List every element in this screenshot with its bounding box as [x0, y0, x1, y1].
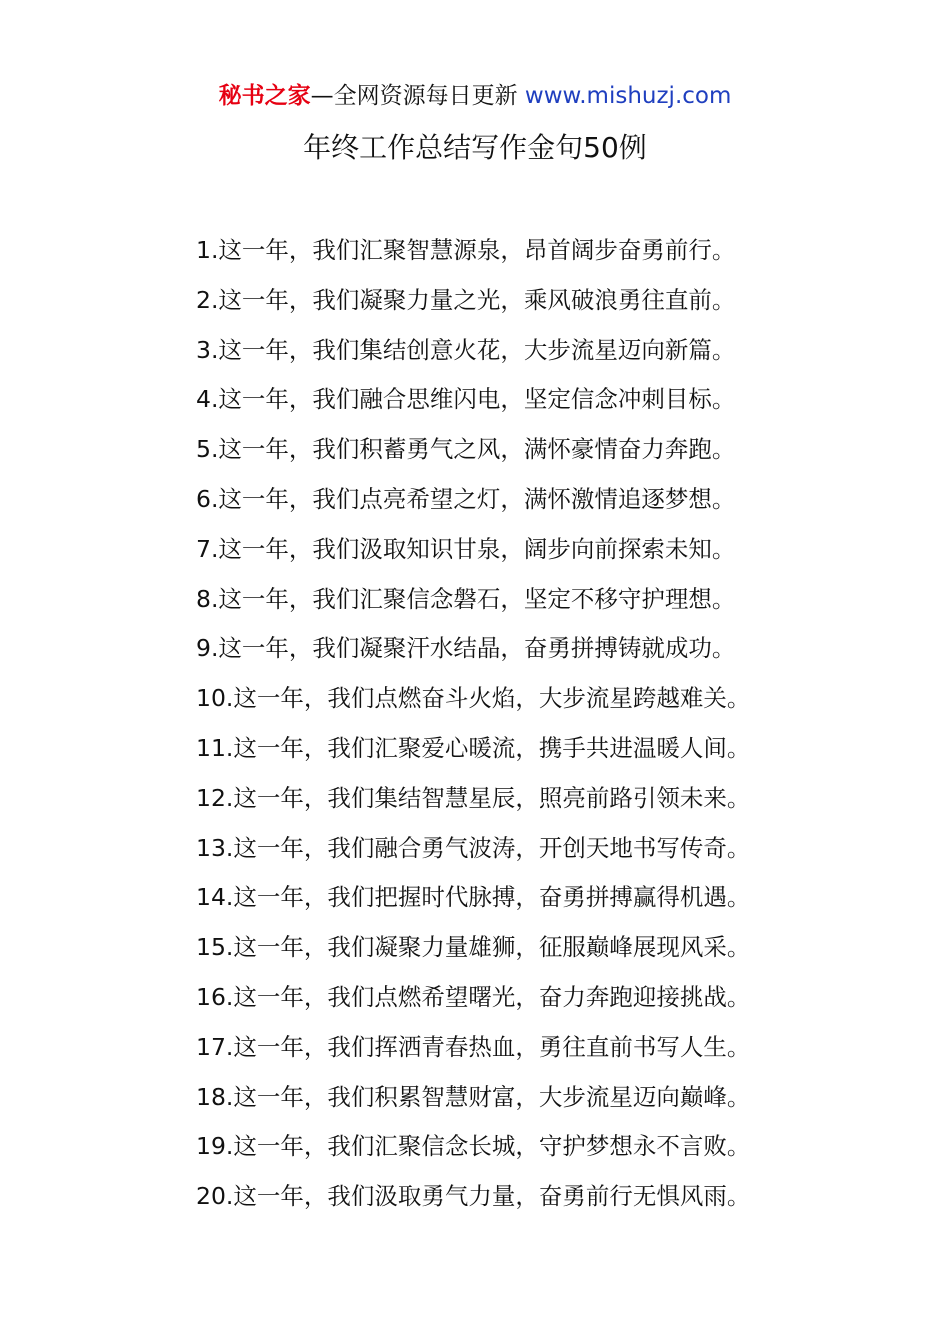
quote-item: 19.这一年，我们汇聚信念长城，守护梦想永不言败。 — [196, 1132, 751, 1161]
quote-list — [196, 226, 796, 1222]
quote-item: 9.这一年，我们凝聚汗水结晶，奋勇拼搏铸就成功。 — [196, 634, 736, 663]
quote-item: 13.这一年，我们融合勇气波涛，开创天地书写传奇。 — [196, 833, 751, 862]
quote-item: 14.这一年，我们把握时代脉搏，奋勇拼搏赢得机遇。 — [196, 883, 751, 912]
quote-item: 3.这一年，我们集结创意火花，大步流星迈向新篇。 — [196, 335, 736, 364]
quote-item: 2.这一年，我们凝聚力量之光，乘风破浪勇往直前。 — [196, 285, 736, 314]
quote-item: 18.这一年，我们积累智慧财富，大步流星迈向巅峰。 — [196, 1082, 751, 1111]
quote-item: 10.这一年，我们点燃奋斗火焰，大步流星跨越难关。 — [196, 684, 751, 713]
site-url-link[interactable]: www.mishuzj.com — [524, 83, 732, 109]
quote-item: 17.这一年，我们挥洒青春热血，勇往直前书写人生。 — [196, 1032, 751, 1061]
quote-item: 4.这一年，我们融合思维闪电，坚定信念冲刺目标。 — [196, 385, 736, 414]
quote-item: 12.这一年，我们集结智慧星辰，照亮前路引领未来。 — [196, 783, 751, 812]
quote-item: 1.这一年，我们汇聚智慧源泉，昂首阔步奋勇前行。 — [196, 236, 736, 264]
quote-item: 20.这一年，我们汲取勇气力量，奋勇前行无惧风雨。 — [196, 1182, 751, 1211]
quote-item: 7.这一年，我们汲取知识甘泉，阔步向前探索未知。 — [196, 534, 736, 563]
brand-name: 秘书之家 — [218, 83, 311, 109]
quote-item: 16.这一年，我们点燃希望曙光，奋力奔跑迎接挑战。 — [196, 982, 751, 1011]
site-tagline: —全网资源每日更新 — [310, 83, 525, 109]
quote-item: 11.这一年，我们汇聚爱心暖流，携手共进温暖人间。 — [196, 733, 751, 762]
quote-item: 5.这一年，我们积蓄勇气之风，满怀豪情奋力奔跑。 — [196, 435, 736, 464]
quote-item: 6.这一年，我们点亮希望之灯，满怀激情追逐梦想。 — [196, 484, 736, 513]
site-header — [0, 80, 950, 112]
quote-item: 8.这一年，我们汇聚信念磐石，坚定不移守护理想。 — [196, 584, 736, 613]
document-title: 年终工作总结写作金句50例 — [303, 131, 647, 164]
quote-item: 15.这一年，我们凝聚力量雄狮，征服巅峰展现风采。 — [196, 933, 751, 962]
